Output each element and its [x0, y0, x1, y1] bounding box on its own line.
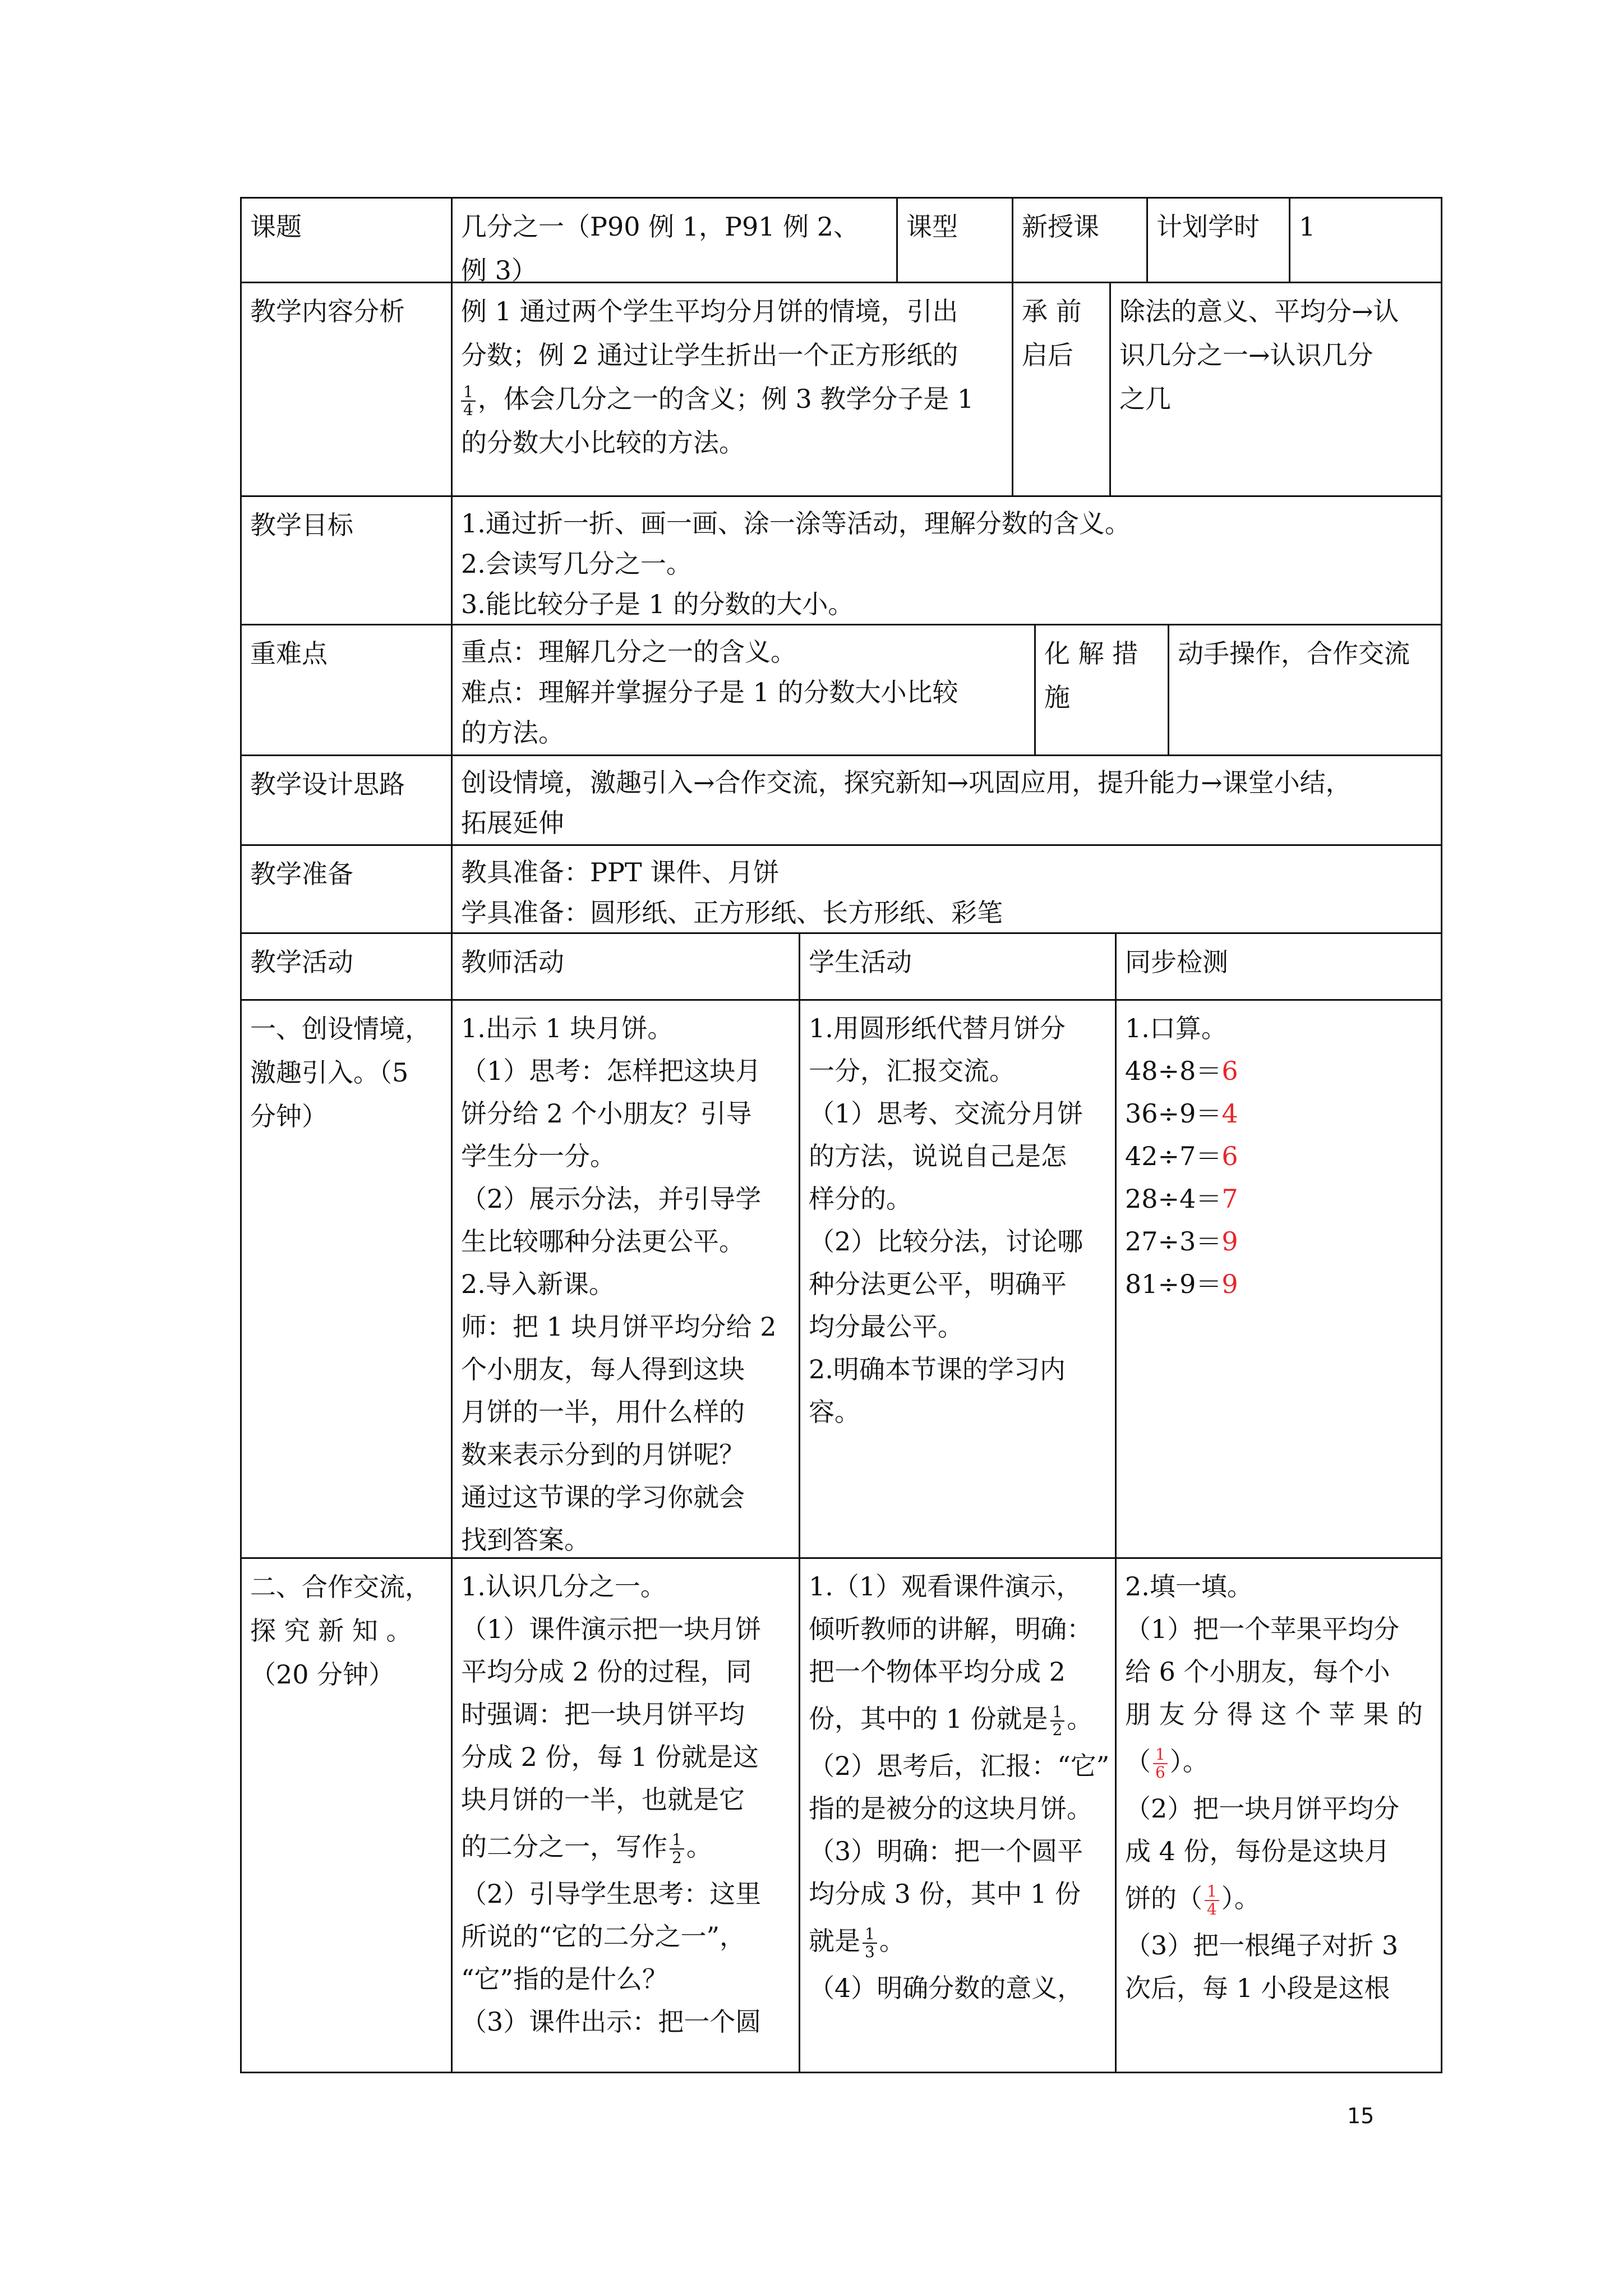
- stage1-student-activity: 1.用圆形纸代替月饼分 一分，汇报交流。 （1）思考、交流分月饼 的方法，说说自己是怎 样分的。 （2）比较分法，讨论哪 种分法更公平，明确平 均分最公平。 2.明确本节课的学习内 容。: [809, 1013, 1083, 1427]
- key-points-text: 重点：理解几分之一的含义。 难点：理解并掌握分子是 1 的分数大小比较 的方法。: [461, 637, 958, 748]
- objective-item: 2.会读写几分之一。: [461, 549, 692, 579]
- mental-math-item: 27÷3＝9: [1125, 1226, 1238, 1257]
- fraction-one-half: $\frac{1}{2}$: [670, 1832, 684, 1866]
- design-text: 创设情境，激趣引入→合作交流，探究新知→巩固应用，提升能力→课堂小结， 拓展延伸: [461, 767, 1352, 838]
- fraction-one-half: $\frac{1}{2}$: [1050, 1704, 1065, 1738]
- topic-value: 几分之一（P90 例 1，P91 例 2、 例 3）: [461, 211, 859, 286]
- preparation-text: 教具准备：PPT 课件、月饼 学具准备：圆形纸、正方形纸、长方形纸、彩笔: [461, 857, 1003, 928]
- activity-header-stage: 教学活动: [250, 947, 353, 977]
- key-points-label: 重难点: [250, 638, 328, 669]
- stage1-teacher-activity: 1.出示 1 块月饼。 （1）思考：怎样把这块月 饼分给 2 个小朋友？引导 学生分一分。 （2）展示分法，并引导学 生比较哪种分法更公平。 2.导入新课。 师：把 1 块月饼平均分给 2 个小朋友，每人得到这块 月饼的一半，用什么样的 数来表示分到的月饼呢？ 通过这节课的学习你就会 找到答案。: [461, 1013, 777, 1555]
- stage2-sync-check: 2.填一填。 （1）把一个苹果平均分 给 6 个小朋友，每个小 朋 友 分 得 这 个 苹 果 的 （ $\frac{1}{6}$ ）。 （2）把一块月饼平均分 成 4 份，每份是这块月 饼的（ $\frac{1}{4}$ ）。 （3）把一根绳子对折 3 次后，每 1 小段是这根: [1125, 1571, 1423, 2003]
- objective-item: 1.通过折一折、画一画、涂一涂等活动，理解分数的含义。: [461, 508, 1131, 539]
- stage1-sync-check: 1.口算。 48÷8＝6 36÷9＝4 42÷7＝6 28÷4＝7 27÷3＝9 81÷9＝9: [1115, 999, 1441, 1557]
- table-rule: [240, 2072, 1442, 2073]
- mental-math-item: 36÷9＝4: [1125, 1098, 1238, 1129]
- stage1-name: 一、创设情境， 激趣引入。（5 分钟）: [250, 1014, 431, 1131]
- fraction-one-quarter: $\frac{1}{4}$: [461, 384, 476, 418]
- objective-item: 3.能比较分子是 1 的分数的大小。: [461, 589, 854, 619]
- answer-fraction-one-quarter: $\frac{1}{4}$: [1205, 1883, 1219, 1918]
- topic-label: 课题: [250, 211, 302, 242]
- planned-hours-value: 1: [1299, 211, 1316, 242]
- stage2-student-activity: 1.（1）观看课件演示， 倾听教师的讲解，明确： 把一个物体平均分成 2 份，其中的 1 份就是 $\frac{1}{2}$ 。 （2）思考后，汇报：“它” 指的是被分的这块月饼。 （3）明确：把一个圆平 均分成 3 份，其中 1 份 就是 $\frac{1}{3}$ 。 （4）明确分数的意义，: [809, 1571, 1110, 2003]
- activity-header-check: 同步检测: [1125, 947, 1228, 977]
- context-value: 除法的意义、平均分→认 识几分之一→认识几分 之几: [1119, 296, 1399, 414]
- resolve-measures-value: 动手操作，合作交流: [1178, 638, 1410, 669]
- fraction-one-third: $\frac{1}{3}$: [863, 1926, 877, 1961]
- answer-fraction-one-sixth: $\frac{1}{6}$: [1153, 1746, 1168, 1781]
- stage2-name: 二、合作交流， 探 究 新 知 。 （20 分钟）: [250, 1572, 431, 1690]
- activity-header-student: 学生活动: [809, 947, 912, 977]
- design-label: 教学设计思路: [250, 769, 405, 799]
- context-label: 承 前 启后: [1022, 296, 1082, 370]
- lesson-type-label: 课型: [906, 211, 958, 242]
- objectives-list: [451, 495, 1441, 624]
- mental-math-item: 48÷8＝6: [1125, 1056, 1238, 1086]
- content-analysis-label: 教学内容分析: [250, 296, 405, 326]
- mental-math-item: 28÷4＝7: [1125, 1184, 1238, 1214]
- stage2-teacher-activity: 1.认识几分之一。 （1）课件演示把一块月饼 平均分成 2 份的过程，同 时强调：把一块月饼平均 分成 2 份，每 1 份就是这 块月饼的一半，也就是它 的二分之一，写作 $\frac{1}{2}$ 。 （2）引导学生思考：这里 所说的“它的二分之一”， “它”指的是什么？ （3）课件出示：把一个圆: [461, 1571, 762, 2037]
- resolve-measures-label: 化 解 措 施: [1044, 638, 1138, 712]
- content-analysis-text: 例 1 通过两个学生平均分月饼的情境，引出 分数；例 2 通过让学生折出一个正方形纸的 $\frac{1}{4}$ ，体会几分之一的含义；例 3 教学分子是 1 的分数大小比较的方法。: [461, 296, 974, 458]
- objectives-label: 教学目标: [250, 510, 353, 540]
- table-rule: [1441, 197, 1442, 2073]
- page-number: 15: [1347, 2104, 1375, 2128]
- planned-hours-label: 计划学时: [1156, 211, 1260, 242]
- mental-math-item: 42÷7＝6: [1125, 1141, 1238, 1171]
- activity-header-teacher: 教师活动: [461, 947, 564, 977]
- mental-math-item: 81÷9＝9: [1125, 1269, 1238, 1299]
- preparation-label: 教学准备: [250, 859, 353, 889]
- lesson-type-value: 新授课: [1022, 211, 1099, 242]
